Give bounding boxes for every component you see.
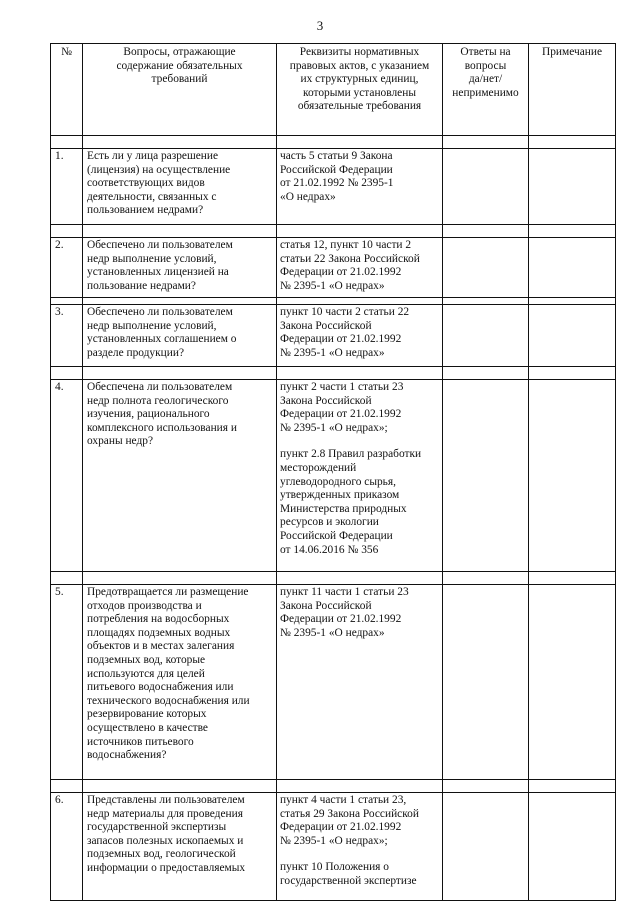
header-legal-references: Реквизиты нормативных правовых актов, с указанием их структурных единиц, которыми установлены обязательные требования <box>277 44 443 136</box>
row-answer-cell[interactable] <box>443 149 529 225</box>
row-legal-reference: пункт 10 части 2 статьи 22 Закона Российской Федерации от 21.02.1992 № 2395-1 «О недрах» <box>277 305 443 367</box>
row-legal-reference: статья 12, пункт 10 части 2 статьи 22 Закона Российской Федерации от 21.02.1992 № 2395-1 «О недрах» <box>277 238 443 298</box>
row-legal-reference: пункт 11 части 1 статьи 23 Закона Российской Федерации от 21.02.1992 № 2395-1 «О недрах» <box>277 585 443 780</box>
header-questions: Вопросы, отражающие содержание обязательных требований <box>83 44 277 136</box>
row-answer-cell[interactable] <box>443 305 529 367</box>
row-question: Обеспечено ли пользователем недр выполнение условий, установленных соглашением о разделе продукции? <box>83 305 277 367</box>
row-question: Есть ли у лица разрешение (лицензия) на осуществление соответствующих видов деятельности, связанных с пользованием недрами? <box>83 149 277 225</box>
row-answer-cell[interactable] <box>443 380 529 572</box>
row-note-cell[interactable] <box>529 793 616 901</box>
row-number: 6. <box>51 793 83 901</box>
row-answer-cell[interactable] <box>443 793 529 901</box>
row-number: 4. <box>51 380 83 572</box>
row-legal-reference <box>277 380 443 572</box>
row-question: Предотвращается ли размещение отходов производства и потребления на водосборных площадях подземных водных объектов и в местах залегания подземных вод, которые используются для целей питьевого водоснабжения или технического водоснабжения или резервирование которых осуществлено в качестве источников питьевого водоснабжения? <box>83 585 277 780</box>
row-legal-reference-primary: пункт 4 части 1 статьи 23, статья 29 Закона Российской Федерации от 21.02.1992 № 2395-1 «О недрах»; <box>280 794 419 847</box>
row-answer-cell[interactable] <box>443 238 529 298</box>
row-number: 1. <box>51 149 83 225</box>
row-legal-reference <box>277 793 443 901</box>
requirements-checklist-table <box>50 43 616 901</box>
row-note-cell[interactable] <box>529 238 616 298</box>
table-row <box>51 238 616 298</box>
row-legal-reference-secondary: пункт 10 Положения о государственной экспертизе <box>280 861 417 887</box>
table-row <box>51 305 616 367</box>
row-answer-cell[interactable] <box>443 585 529 780</box>
header-answers: Ответы на вопросы да/нет/ неприменимо <box>443 44 529 136</box>
row-number: 2. <box>51 238 83 298</box>
row-note-cell[interactable] <box>529 380 616 572</box>
row-note-cell[interactable] <box>529 305 616 367</box>
row-number: 5. <box>51 585 83 780</box>
header-number: № <box>51 44 83 136</box>
row-number: 3. <box>51 305 83 367</box>
row-legal-reference-primary: пункт 2 части 1 статьи 23 Закона Российской Федерации от 21.02.1992 № 2395-1 «О недрах»; <box>280 381 404 434</box>
table-row <box>51 793 616 901</box>
table-row <box>51 149 616 225</box>
row-note-cell[interactable] <box>529 585 616 780</box>
table-header-row <box>51 44 616 136</box>
row-legal-reference-secondary: пункт 2.8 Правил разработки месторождений углеводородного сырья, утвержденных приказом Министерства природных ресурсов и экологии Российской Федерации от 14.06.2016 № 356 <box>280 448 422 556</box>
row-question: Представлены ли пользователем недр материалы для проведения государственной экспертизы запасов полезных ископаемых и подземных вод, геологической информации о предоставляемых <box>83 793 277 901</box>
row-legal-reference: часть 5 статьи 9 Закона Российской Федерации от 21.02.1992 № 2395-1 «О недрах» <box>277 149 443 225</box>
table-row <box>51 380 616 572</box>
row-question: Обеспечена ли пользователем недр полнота геологического изучения, рационального комплексного использования и охраны недр? <box>83 380 277 572</box>
page-number: 3 <box>316 18 324 33</box>
row-note-cell[interactable] <box>529 149 616 225</box>
row-question: Обеспечено ли пользователем недр выполнение условий, установленных лицензией на пользование недрами? <box>83 238 277 298</box>
table-row <box>51 585 616 780</box>
header-notes: Примечание <box>529 44 616 136</box>
